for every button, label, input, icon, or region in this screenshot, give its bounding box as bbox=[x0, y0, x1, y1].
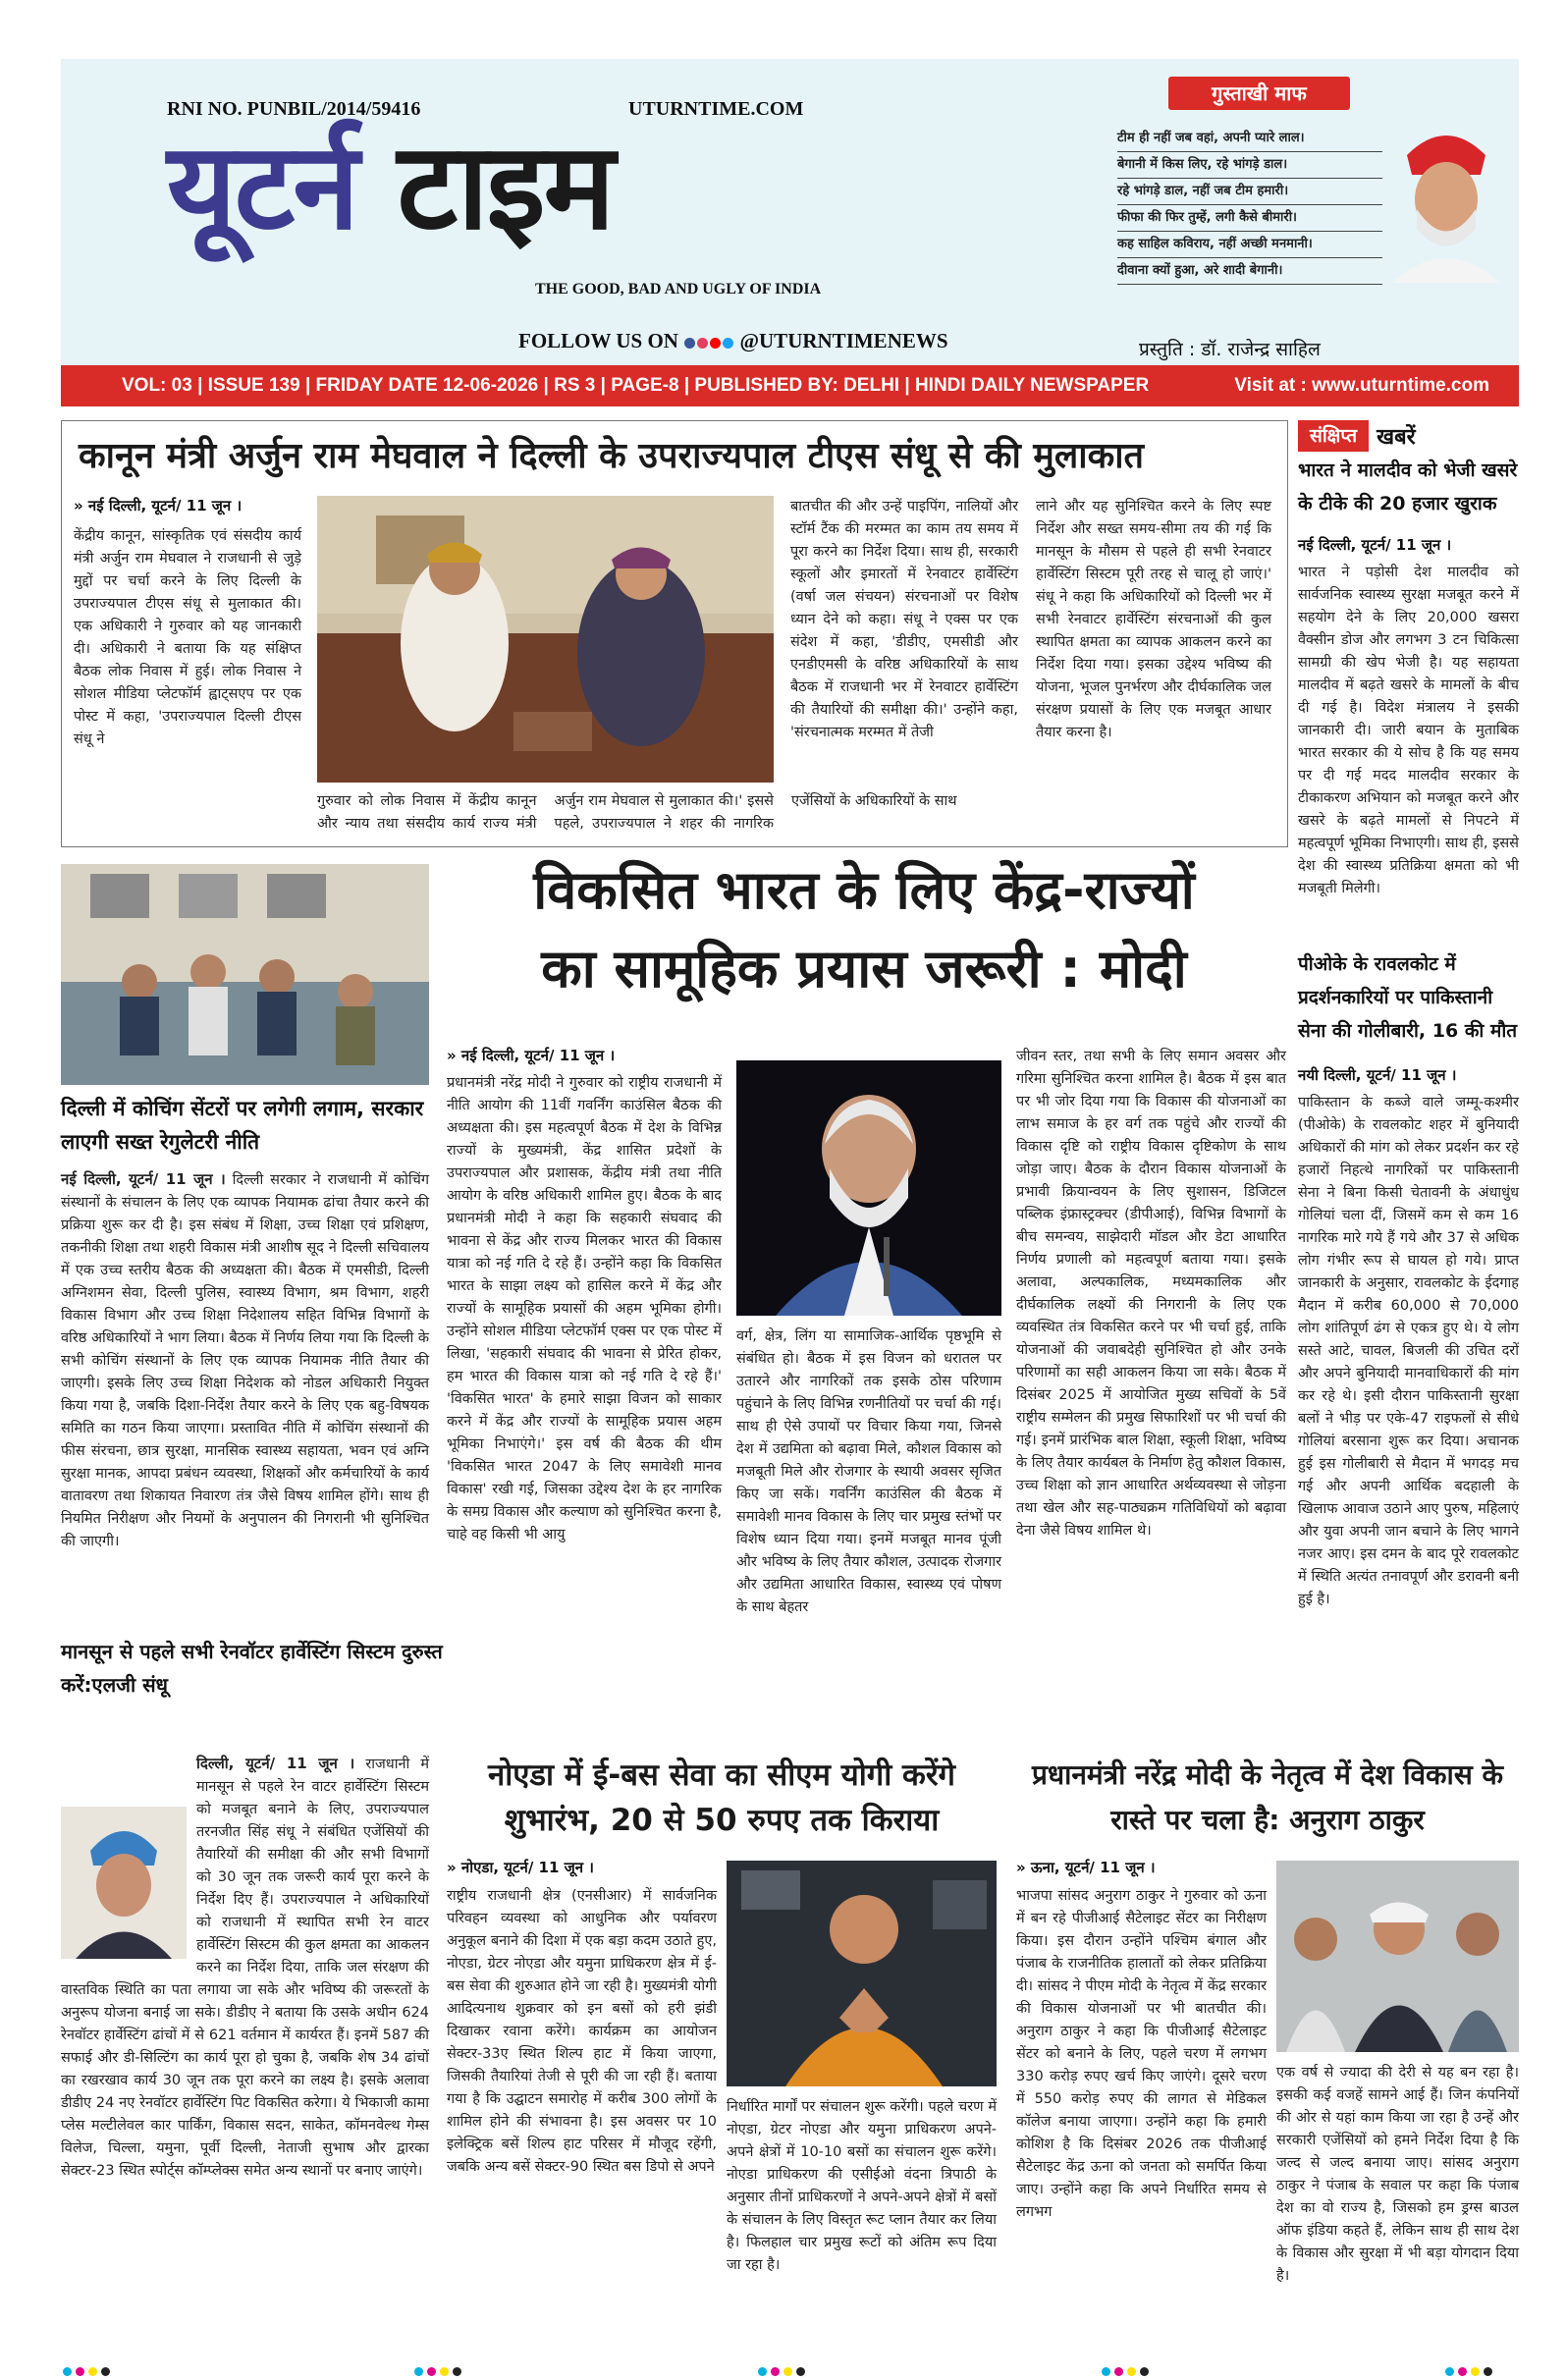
print-registration-marks bbox=[1443, 2361, 1494, 2380]
facebook-icon[interactable] bbox=[684, 338, 695, 349]
logo-part-1: यूटर्न bbox=[167, 117, 357, 256]
instagram-icon[interactable] bbox=[697, 338, 708, 349]
brief-tag: संक्षिप्त bbox=[1298, 420, 1369, 452]
poem-line: बेगानी में किस लिए, रहे भांगड़े डाल। bbox=[1117, 152, 1382, 179]
poem-line: फीफा की फिर तुम्हें, लगी कैसे बीमारी। bbox=[1117, 205, 1382, 232]
twitter-icon[interactable] bbox=[723, 338, 733, 349]
coaching-dateline: नई दिल्ली, यूटर्न/ 11 जून । bbox=[61, 1170, 226, 1188]
brief-body-2: पाकिस्तान के कब्जे वाले जम्मू-कश्मीर (पीओके) के रावलकोट शहर में बुनियादी अधिकारों की मांग को लेकर प्रदर्शन कर रहे हजारों निहत्थे नागरिकों पर पाकिस्तानी सेना ने बिना किसी चेतावनी के अंधाधुंध गोलियां चला दीं, जिसमें कम से कम 16 नागरिक मारे गये हैं गये और 37 से अधिक लोग गंभीर रूप से घायल हो गये। प्राप्त जानकारी के अनुसार, रावलकोट के ईदगाह मैदान में करीब 60,000 से 70,000 लोग शांतिपूर्ण ढंग से एकत्र हुए थे। ये लोग सस्ते आटे, चावल, बिजली की उचित दरों और अपने बुनियादी मानवाधिकारों की मांग कर रहे थे। इसी दौरान पाकिस्तानी सुरक्षा बलों ने भीड़ पर एके-47 राइफलों से सीधे गोलियां बरसाना शुरू कर दिया। अचानक हुई इस गोलीबारी से मैदान में भगदड़ मच गई और अपनी आर्थिक बदहाली के खिलाफ आवाज उठाने आए पुरुष, महिलाएं और युवा अपनी जान बचाने के लिए भागने नजर आए। इस दमन के बाद पूरे रावलकोट में स्थिति अत्यंत तनावपूर्ण और डरावनी बनी हुई है। bbox=[1298, 1095, 1519, 1607]
rainwater-body bbox=[61, 1753, 429, 2244]
poem-line: दीवाना क्यों हुआ, अरे शादी बेगानी। bbox=[1117, 258, 1382, 285]
modi-col2: वर्ग, क्षेत्र, लिंग या सामाजिक-आर्थिक पृष्ठभूमि से संबंधित हो। बैठक में इस विजन को धरातल पर उतारने और नागरिकों तक इसके ठोस परिणाम पहुंचाने के लिए विभिन्न रणनीतियों पर चर्चा की गई। साथ ही ऐसे उपायों पर विचार किया गया, जिनसे देश में उद्यमिता को बढ़ावा मिले, कौशल विकास को मजबूती मिले और रोजगार के स्थायी अवसर सृजित किए जा सकें। गवर्निंग काउंसिल की बैठक में समावेशी मानव विकास के लिए चार प्रमुख स्तंभों पर विशेष ध्यान दिया गया। इनमें मजबूत मानव पूंजी और भविष्य के लिए तैयार कौशल, उत्पादक रोजगार और उद्यमिता आधारित विकास, स्वास्थ्य एवं पोषण के साथ बेहतर bbox=[736, 1328, 1001, 1615]
thakur-photo bbox=[1276, 1861, 1519, 2052]
print-registration-marks bbox=[1100, 2361, 1151, 2380]
social-handle[interactable]: @UTURNTIMENEWS bbox=[739, 329, 948, 352]
website-link[interactable]: Visit at : www.uturntime.com bbox=[1234, 375, 1489, 396]
noida-headline: नोएडा में ई-बस सेवा का सीएम योगी करेंगे शुभारंभ, 20 से 50 रुपए तक किराया bbox=[488, 1758, 955, 1838]
modi-col1: प्रधानमंत्री नरेंद्र मोदी ने गुरुवार को राष्ट्रीय राजधानी में नीति आयोग की 11वीं गवर्निंग काउंसिल बैठक की अध्यक्षता की। इस महत्वपूर्ण बैठक में देश के विभिन्न राज्यों के मुख्यमंत्री, केंद्र शासित प्रदेशों के उपराज्यपाल और प्रशासक, केंद्रीय मंत्री तथा नीति आयोग के वरिष्ठ अधिकारी शामिल हुए। बैठक के बाद प्रधानमंत्री मोदी ने कहा कि सहकारी संघवाद की भावना से केंद्र और राज्य मिलकर भारत की विकास यात्रा को नई गति दे रहे हैं। उन्होंने कहा कि विकसित भारत के साझा लक्ष्य को हासिल करने में केंद्र और राज्यों के सामूहिक प्रयासों की अहम भूमिका होगी। उन्होंने सोशल मीडिया प्लेटफॉर्म एक्स पर एक पोस्ट में लिखा, 'सहकारी संघवाद की भावना से प्रेरित होकर, हम भारत की विकास यात्रा को नई गति दे रहे हैं।' 'विकसित भारत' के हमारे साझा विजन को साकार करने में केंद्र और राज्यों के सामूहिक प्रयास अहम भूमिका निभाएंगे।' इस वर्ष की बैठक की थीम 'विकसित भारत 2047 के लिए समावेशी मानव विकास' रखी गई, जिसका उद्देश्य देश के हर नागरिक के समग्र विकास और कल्याण को सुनिश्चित करना है, चाहे वह किसी भी आयु bbox=[447, 1075, 722, 1542]
print-registration-marks bbox=[756, 2361, 807, 2380]
issue-info-bar bbox=[61, 365, 1519, 406]
thakur-dateline: » ऊना, यूटर्न/ 11 जून । bbox=[1016, 1859, 1156, 1876]
print-registration-marks bbox=[61, 2361, 112, 2380]
sidebar-brief-news bbox=[1298, 420, 1519, 452]
thakur-col2: एक वर्ष से ज्यादा की देरी से यह बन रहा है। इसकी कई वजहें सामने आई हैं। जिन कंपनियों की ओर से यहां काम किया जा रहा है उन्हें और सरकारी एजेंसियों को हमने निर्देश दिया है कि जल्द से जल्द बनाया जाए। सांसद अनुराग ठाकुर ने पंजाब के सवाल पर कहा कि पंजाब देश का वो राज्य है, जिसको हम ड्रग्स बाउल ऑफ इंडिया कहते हैं, लेकिन साथ ही साथ देश के विकास और सुरक्षा में भी बड़ा योगदान दिया है। bbox=[1276, 2065, 1519, 2284]
follow-us bbox=[518, 329, 948, 353]
poem-line: टीम ही नहीं जब वहां, अपनी प्यारे लाल। bbox=[1117, 126, 1382, 152]
column-title: गुस्ताखी माफ bbox=[1168, 77, 1350, 110]
top-story-dateline: » नई दिल्ली, यूटर्न/ 11 जून । bbox=[74, 497, 243, 514]
brief-body-1: भारत ने पड़ोसी देश मालदीव को सार्वजनिक स्वास्थ्य सुरक्षा मजबूत करने में सहयोग देने के लिए 20,000 खसरा वैक्सीन डोज और लगभग 3 टन चिकित्सा सामग्री की खेप भेजी है। यह सहायता मालदीव में बढ़ते खसरे के मामलों के बीच दी गई है। विदेश मंत्रालय ने इसकी जानकारी दी। जारी बयान के मुताबिक भारत सरकार की ये सोच है कि यह समय पर दी गई मदद मालदीव सरकार के टीकाकरण अभियान को मजबूत करने और खसरे के बढ़ते मामलों से निपटने में महत्वपूर्ण भूमिका निभाएगी। साथ ही, इससे देश की स्वास्थ्य प्रतिक्रिया क्षमता को भी मजबूती मिलेगी। bbox=[1298, 565, 1519, 896]
brief-headline-2: पीओके के रावलकोट में प्रदर्शनकारियों पर पाकिस्तानी सेना की गोलीबारी, 16 की मौत bbox=[1298, 953, 1518, 1042]
satire-poem bbox=[1117, 126, 1382, 285]
coaching-meeting-photo bbox=[61, 864, 429, 1085]
youtube-icon[interactable] bbox=[710, 338, 721, 349]
photo-caption-text: गुरुवार को लोक निवास में केंद्रीय कानून और न्याय तथा संसदीय कार्य राज्य मंत्री अर्जुन राम मेघवाल से मुलाकात की।' इससे पहले, उपराज्यपाल ने शहर की नागरिक एजेंसियों के अधिकारियों के साथ bbox=[317, 793, 957, 832]
brief-tag-2: खबरें bbox=[1377, 425, 1416, 450]
yogi-photo bbox=[727, 1861, 997, 2086]
newspaper-logo bbox=[167, 118, 613, 255]
brief-dateline-2: नयी दिल्ली, यूटर्न/ 11 जून । bbox=[1298, 1066, 1457, 1084]
rainwater-text: राजधानी में मानसून से पहले रेन वाटर हार्वेस्टिंग सिस्टम को मजबूत बनाने के लिए, उपराज्यपाल तरनजीत सिंह संधू ने संबंधित एजेंसियों की तैयारियों की समीक्षा की और सभी विभागों को 30 जून तक जरूरी कार्य पूरा करने के निर्देश दिए हैं। उपराज्यपाल ने अधिकारियों को राजधानी में स्थापित सभी रेन वाटर हार्वेस्टिंग सिस्टम की कुल क्षमता का आकलन करने का निर्देश दिया, ताकि जल संरक्षण की वास्तविक स्थिति का पता लगाया जा सके और भविष्य की जरूरतों के अनुरूप योजना बनाई जा सके। डीडीए ने बताया कि उसके अधीन 624 रेनवॉटर हार्वेस्टिंग ढांचों में से 621 वर्तमान में कार्यरत हैं। इनमें 587 की सफाई और डी-सिल्टिंग का कार्य पूरा हो चुका है, जबकि शेष 34 ढांचों का रखरखाव कार्य 30 जून तक पूरा करने का लक्ष्य है। इसके अलावा डीडीए 24 नए रेनवॉटर हार्वेस्टिंग पिट विकसित करेगा। ये भिकाजी कामा प्लेस मल्टीलेवल कार पार्किंग, विकास सदन, साकेत, कॉमनवेल्थ गेम्स विलेज, चिल्ला, यमुना, पूर्वी दिल्ली, नेताजी सुभाष और द्वारका सेक्टर-23 स्थित स्पोर्ट्स कॉम्प्लेक्स समेत अन्य स्थानों पर बनाए जाएंगे। bbox=[61, 1757, 430, 2179]
rainwater-headline: मानसून से पहले सभी रेनवॉटर हार्वेस्टिंग सिस्टम दुरुस्त करें:एलजी संधू bbox=[61, 1640, 443, 1697]
columnist-photo bbox=[1382, 116, 1510, 283]
noida-col1: राष्ट्रीय राजधानी क्षेत्र (एनसीआर) में सार्वजनिक परिवहन व्यवस्था को आधुनिक और पर्यावरण अनुकूल बनाने की दिशा में एक बड़ा कदम उठाते हुए, नोएडा, ग्रेटर नोएडा और यमुना प्राधिकरण क्षेत्र में ई-बस सेवा की शुरुआत होने जा रही है। मुख्यमंत्री योगी आदित्यनाथ शुक्रवार को इन बसों को हरी झंडी दिखाकर रवाना करेंगे। कार्यक्रम का आयोजन सेक्टर-33ए स्थित शिल्प हाट में किया जाएगा, जिसकी तैयारियां तेजी से पूरी की जा रही हैं। बताया गया है कि उद्घाटन समारोह में करीब 300 लोगों के शामिल होने की संभावना है। इस अवसर पर 10 इलेक्ट्रिक बसें शिल्प हाट परिसर में मौजूद रहेंगी, जबकि अन्य बसें सेक्टर-90 स्थित बस डिपो से अपने bbox=[447, 1888, 717, 2175]
coaching-text: दिल्ली सरकार ने राजधानी में कोचिंग संस्थानों के संचालन के लिए एक व्यापक नियामक ढांचा तैयार करने की प्रक्रिया शुरू कर दी है। इस संबंध में शिक्षा, उच्च शिक्षा एवं प्रशिक्षण, तकनीकी शिक्षा तथा शहरी विकास मंत्री आशीष सूद ने दिल्ली सचिवालय में एक उच्च स्तरीय बैठक की अध्यक्षता की। बैठक में एमसीडी, दिल्ली अग्निशमन सेवा, दिल्ली पुलिस, स्वास्थ्य विभाग, श्रम विभाग, शहरी विकास विभाग और उच्च शिक्षा निदेशालय सहित विभिन्न विभागों के वरिष्ठ अधिकारियों ने भाग लिया। बैठक में निर्णय लिया गया कि दिल्ली के सभी कोचिंग संस्थानों के लिए एक व्यापक नियामक नीति तैयार की जाएगी। इसके लिए उच्च शिक्षा निदेशक को नोडल अधिकारी नियुक्त किया गया है, जबकि दिशा-निर्देश तैयार करने के लिए एक बहु-विषयक समिति का गठन किया जाएगा। प्रस्तावित नीति में कोचिंग संस्थानों की फीस संरचना, छात्र सुरक्षा, मानसिक स्वास्थ्य सहायता, भवन एवं अग्नि सुरक्षा मानक, आपदा प्रबंधन व्यवस्था, शिक्षकों और कर्मचारियों के कार्य वातावरण तथा शिकायत निवारण तंत्र जैसे विषय शामिल होंगे। साथ ही नियमित निरीक्षण और नियमों के अनुपालन की निगरानी भी सुनिश्चित की जाएगी। bbox=[61, 1172, 430, 1549]
modi-dateline: » नई दिल्ली, यूटर्न/ 11 जून । bbox=[447, 1047, 616, 1064]
thakur-headline: प्रधानमंत्री नरेंद्र मोदी के नेतृत्व में देश विकास के रास्ते पर चला है: अनुराग ठाकुर bbox=[1031, 1758, 1503, 1836]
top-story-col4: लाने और यह सुनिश्चित करने के लिए स्पष्ट निर्देश और सख्त समय-सीमा तय की गई कि मानसून के मौसम से पहले ही सभी रेनवाटर हार्वेस्टिंग सिस्टम पूरी तरह से चालू हो जाएं।' संधू ने कहा कि अधिकारियों को दिल्ली भर में सभी रेनवाटर हार्वेस्टिंग संरचनाओं की कुल स्थापित क्षमता का व्यापक आकलन करने का निर्देश दिया गया। इसका उद्देश्य भविष्य की योजना, भूजल पुनर्भरण और दीर्घकालिक जल संरक्षण प्रयासों के लिए एक मजबूत आधार तैयार करना है। bbox=[1036, 499, 1271, 740]
presenter-credit: प्रस्तुति : डॉ. राजेन्द्र साहिल bbox=[1139, 339, 1321, 360]
website-url-top[interactable]: UTURNTIME.COM bbox=[628, 98, 804, 120]
poem-line: रहे भांगड़े डाल, नहीं जब टीम हमारी। bbox=[1117, 179, 1382, 205]
top-story-col1: केंद्रीय कानून, सांस्कृतिक एवं संसदीय कार्य मंत्री अर्जुन राम मेघवाल ने राजधानी से जुड़े मुद्दों पर चर्चा करने के लिए दिल्ली के उपराज्यपाल टीएस संधू से मुलाकात की। एक अधिकारी ने गुरुवार को यह जानकारी दी। अधिकारी ने बताया कि यह संक्षिप्त बैठक लोक निवास में हुई। लोक निवास ने सोशल मीडिया प्लेटफॉर्म ह्वाट्सएप पर एक पोस्ट में कहा, 'उपराज्यपाल दिल्ली टीएस संधू ने bbox=[74, 528, 301, 747]
brief-headline-1: भारत ने मालदीव को भेजी खसरे के टीके की 20 हजार खुराक bbox=[1298, 460, 1518, 514]
top-story-headline: कानून मंत्री अर्जुन राम मेघवाल ने दिल्ली के उपराज्यपाल टीएस संधू से की मुलाकात bbox=[79, 436, 1145, 476]
noida-col2: निर्धारित मार्गों पर संचालन शुरू करेंगी। पहले चरण में नोएडा, ग्रेटर नोएडा और यमुना प्राधिकरण अपने-अपने क्षेत्रों में 10-10 बसों का संचालन शुरू करेंगे। नोएडा प्राधिकरण की एसीईओ वंदना त्रिपाठी के अनुसार तीनों प्राधिकरणों ने अपने-अपने क्षेत्रों में बसों के संचालन के लिए विस्तृत रूट प्लान तैयार कर लिया है। फिलहाल चार प्रमुख रूटों को अंतिम रूप दिया जा रहा है। bbox=[727, 2099, 997, 2273]
meeting-photo bbox=[317, 496, 774, 783]
logo-part-2: टाइम bbox=[397, 117, 614, 256]
print-registration-marks bbox=[412, 2361, 463, 2380]
coaching-body bbox=[61, 1168, 429, 1628]
rainwater-dateline: दिल्ली, यूटर्न/ 11 जून । bbox=[196, 1755, 355, 1772]
modi-photo bbox=[736, 1060, 1001, 1316]
modi-headline-line1: विकसित भारत के लिए केंद्र-राज्यों bbox=[533, 859, 1195, 921]
thakur-col1: भाजपा सांसद अनुराग ठाकुर ने गुरुवार को ऊना में बन रहे पीजीआई सैटेलाइट सेंटर का निरीक्षण किया। इस दौरान उन्होंने पश्चिम बंगाल और पंजाब के राजनीतिक हालातों को लेकर प्रतिक्रिया दी। सांसद ने पीएम मोदी के नेतृत्व में केंद्र सरकार की विकास योजनाओं पर भी बातचीत की। अनुराग ठाकुर ने कहा कि पीजीआई सैटेलाइट सेंटर को बनाने के लिए, पहले चरण में लगभग 330 करोड़ रुपए खर्च किए जाएंगे। दूसरे चरण में 550 करोड़ रुपए की लागत से मेडिकल कॉलेज बनाया जाएगा। उन्होंने कहा कि हमारी कोशिश है कि दिसंबर 2026 तक पीजीआई सैटेलाइट केंद्र ऊना को जनता को समर्पित किया जाए। उन्होंने कहा कि अपने निर्धारित समय से लगभग bbox=[1016, 1888, 1267, 2220]
modi-headline-line2: का सामूहिक प्रयास जरूरी : मोदी bbox=[541, 938, 1187, 1000]
coaching-headline: दिल्ली में कोचिंग सेंटरों पर लगेगी लगाम, सरकार लाएगी सख्त रेगुलेटरी नीति bbox=[61, 1097, 424, 1154]
brief-dateline-1: नई दिल्ली, यूटर्न/ 11 जून । bbox=[1298, 536, 1452, 554]
rni-number: RNI NO. PUNBIL/2014/59416 bbox=[167, 98, 421, 120]
noida-dateline: » नोएडा, यूटर्न/ 11 जून । bbox=[447, 1859, 594, 1876]
modi-col3: जीवन स्तर, तथा सभी के लिए समान अवसर और गरिमा सुनिश्चित करना शामिल है। बैठक में इस बात पर भी जोर दिया गया कि विकास की योजनाओं का लाभ समाज के हर वर्ग तक पहुंचे और राज्यों की विकास दृष्टि को राष्ट्रीय विकास दृष्टिकोण के साथ जोड़ा जाए। बैठक के दौरान विकास योजनाओं के प्रभावी क्रियान्वयन के लिए सुशासन, डिजिटल पब्लिक इंफ्रास्ट्रक्चर (डीपीआई), विभिन्न विभागों के बीच समन्वय, साझेदारी मॉडल और डेटा आधारित निर्णय प्रणाली को महत्वपूर्ण बताया गया। इसके अलावा, अल्पकालिक, मध्यमकालिक और दीर्घकालिक लक्ष्यों की निगरानी के लिए एक व्यवस्थित तंत्र विकसित करने पर भी चर्चा हुई, ताकि योजनाओं की जवाबदेही सुनिश्चित हो और उनके परिणामों का सही आकलन किया जा सके। बैठक में दिसंबर 2025 में आयोजित मुख्य सचिवों के 5वें राष्ट्रीय सम्मेलन की प्रमुख सिफारिशों पर भी चर्चा की गई। इनमें प्रारंभिक बाल शिक्षा, स्कूली शिक्षा, भविष्य के लिए तैयार कार्यबल के निर्माण हेतु कौशल विकास, उच्च शिक्षा को ज्ञान आधारित अर्थव्यवस्था से जोड़ना तथा खेल और सह-पाठ्यक्रम गतिविधियों को बढ़ावा देना जैसे विषय शामिल थे। bbox=[1016, 1049, 1286, 1539]
photo-spacer bbox=[61, 1753, 196, 1959]
tagline: THE GOOD, BAD AND UGLY OF INDIA bbox=[535, 281, 822, 298]
follow-label: FOLLOW US ON bbox=[518, 329, 678, 352]
top-story-col3: बातचीत की और उन्हें पाइपिंग, नालियों और स्टॉर्म टैंक की मरम्मत का काम तय समय में पूरा करने का निर्देश दिया। साथ ही, सरकारी स्कूलों और इमारतों में रेनवाटर हार्वेस्टिंग (वर्षा जल संचयन) संरचनाओं पर विशेष ध्यान देने को कहा। संधू ने एक्स पर एक संदेश में कहा, 'डीडीए, एमसीडी और एनडीएमसी के वरिष्ठ अधिकारियों के साथ बैठक में राजधानी भर में रेनवाटर हार्वेस्टिंग की तैयारियों की समीक्षा की।' उन्होंने कहा, 'संरचनात्मक मरम्मत में तेजी bbox=[790, 499, 1018, 740]
issue-details: VOL: 03 | ISSUE 139 | FRIDAY DATE 12-06-2026 | RS 3 | PAGE-8 | PUBLISHED BY: DELHI | HINDI DAILY NEWSPAPER bbox=[122, 375, 1150, 396]
poem-line: कह साहिल कविराय, नहीं अच्छी मनमानी। bbox=[1117, 232, 1382, 258]
